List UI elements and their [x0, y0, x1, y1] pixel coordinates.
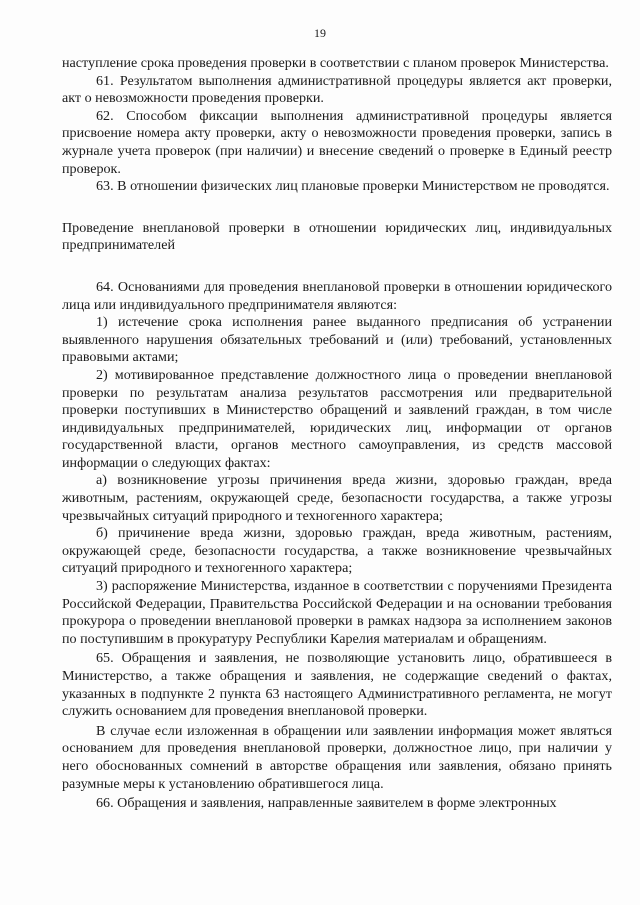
- paragraph-64-item-2a: а) возникновение угрозы причинения вреда жизни, здоровью граждан, вреда животным, растениям, окружающей среде, безопасности государства, а также угрозы чрезвычайных ситуаций природного и техногенного характера;: [62, 472, 612, 524]
- paragraph-65-continuation: В случае если изложенная в обращении или заявлении информация может являться основанием для проведения внеплановой проверки, должностное лицо, при наличии у него обоснованных сомнений в авторстве обращения или заявления, обязано принять разумные меры к установлению обратившегося лица.: [62, 722, 612, 792]
- paragraph-64-item-1: 1) истечение срока исполнения ранее выданного предписания об устранении выявленного нарушения обязательных требований и (или) требований, установленных правовыми актами;: [62, 314, 612, 366]
- paragraph-64-item-2: 2) мотивированное представление должностного лица о проведении внеплановой проверки по результатам анализа результатов рассмотрения или предварительной проверки поступивших в Министерство обращений и заявлений граждан, в том числе индивидуальных предпринимателей, юридических лиц, информации от органов государственной власти, органов местного самоуправления, из средств массовой информации о следующих фактах:: [62, 366, 612, 471]
- paragraph-64-item-2b: б) причинение вреда жизни, здоровью граждан, вреда животным, растениям, окружающей среде, безопасности государства, а также возникновение чрезвычайных ситуаций природного и техногенного характера;: [62, 525, 612, 577]
- paragraph-63: 63. В отношении физических лиц плановые проверки Министерством не проводятся.: [96, 178, 610, 195]
- paragraph-64-item-3: 3) распоряжение Министерства, изданное в соответствии с поручениями Президента Российской Федерации, Правительства Российской Федерации и на основании требования прокурора о проведении внеплановой проверки в рамках надзора за исполнением законов по поступившим в прокуратуру Республики Карелия материалам и обращениям.: [62, 578, 612, 647]
- paragraph-64: 64. Основаниями для проведения внеплановой проверки в отношении юридического лица или индивидуального предпринимателя являются:: [62, 278, 612, 313]
- document-body: [62, 55, 612, 813]
- page-number: 19: [314, 26, 326, 40]
- paragraph-continuation: наступление срока проведения проверки в соответствии с планом проверок Министерства.: [62, 55, 609, 71]
- paragraph-62: 62. Способом фиксации выполнения административной процедуры является присвоение номера акту проверки, акту о невозможности проведения проверки, запись в журнале учета проверок (при наличии) и внесение сведений о проверке в Единый реестр проверок.: [62, 107, 612, 177]
- paragraph-66: 66. Обращения и заявления, направленные заявителем в форме электронных: [96, 795, 557, 812]
- section-heading: Проведение внеплановой проверки в отношении юридических лиц, индивидуальных предпринимателей: [62, 219, 612, 254]
- paragraph-65: 65. Обращения и заявления, не позволяющие установить лицо, обратившееся в Министерство, а также обращения и заявления, не содержащие сведений о фактах, указанных в подпункте 2 пункта 63 настоящего Административного регламента, не могут служить основанием для проведения внеплановой проверки.: [62, 650, 612, 720]
- paragraph-61: 61. Результатом выполнения административной процедуры является акт проверки, акт о невозможности проведения проверки.: [62, 72, 612, 107]
